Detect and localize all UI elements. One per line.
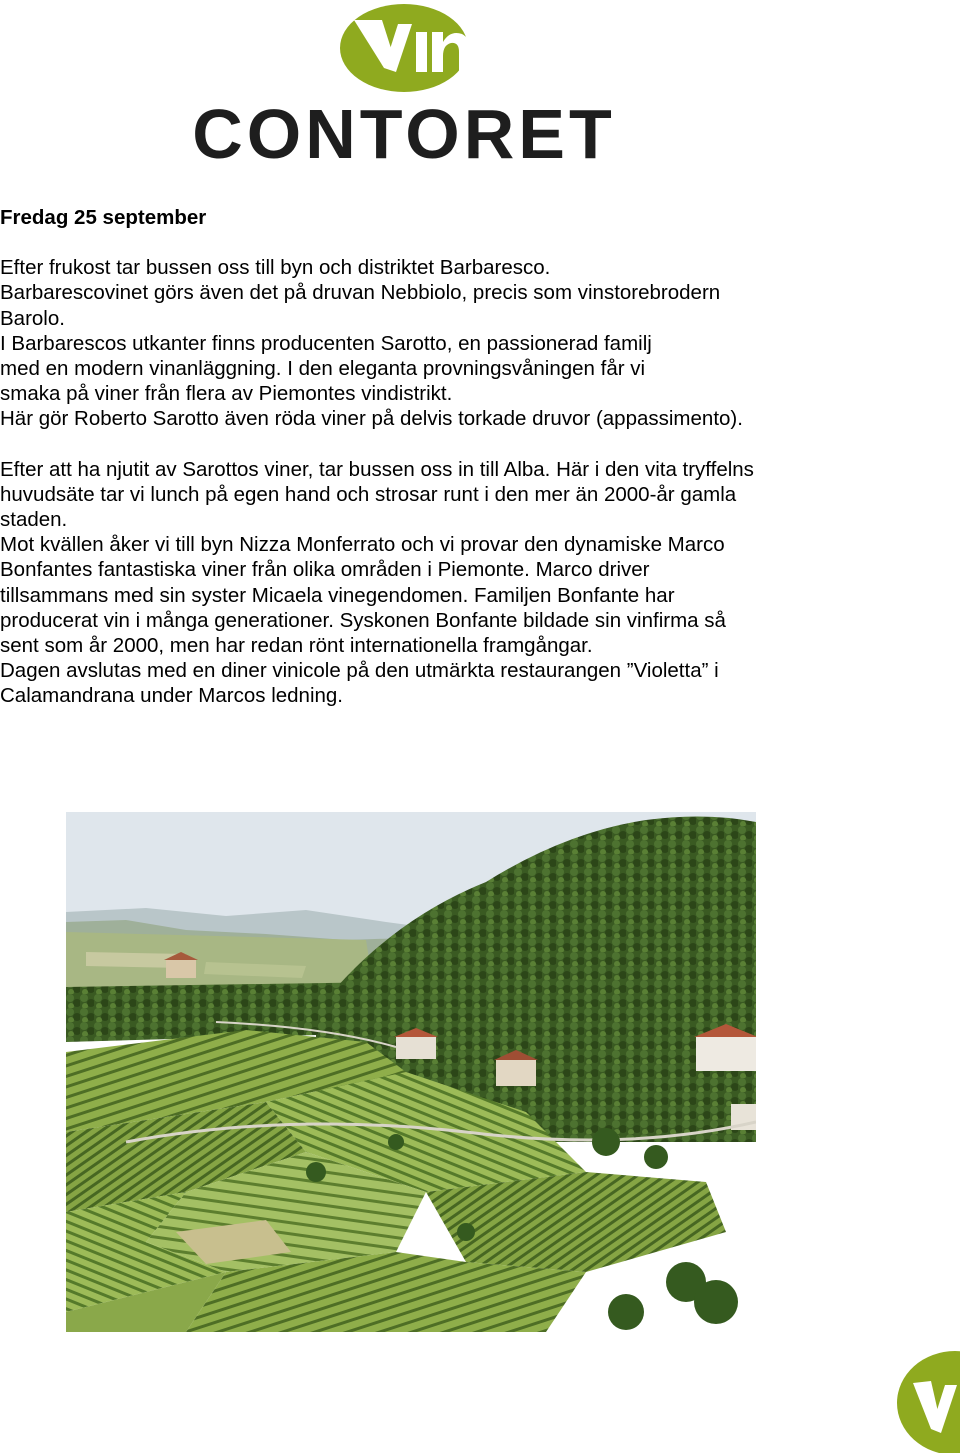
article-heading: Fredag 25 september: [0, 206, 207, 229]
article-paragraph-2: Efter att ha njutit av Sarottos viner, tar bussen oss in till Alba. Här i den vita tryffelns huvudsäte tar vi lunch på egen hand och strosar runt i den mer än 2000-år gamla staden. Mot kvällen åker vi till byn Nizza Monferrato och vi provar den dynamiske Marco Bonfantes fantastiska viner från olika områden i Piemonte. Marco driver tillsammans med sin syster Micaela vinegendomen. Familjen Bonfante har producerat vin i många generationer. Syskonen Bonfante bildade sin vinfirma så sent som år 2000, men har redan rönt internationella framgångar. Dagen avslutas med en diner vinicole på den utmärkta restaurangen ”Violetta” i Calamandrana under Marcos ledning.: [0, 457, 754, 708]
article-paragraph-1: Efter frukost tar bussen oss till byn och distriktet Barbaresco. Barbarescovinet görs även det på druvan Nebbiolo, precis som vinstorebrodern Barolo. I Barbarescos utkanter finns producenten Sarotto, en passionerad familj med en modern vinanläggning. I den eleganta provningsvåningen får vi smaka på viner från flera av Piemontes vindistrikt. Här gör Roberto Sarotto även röda viner på delvis torkade druvor (appassimento).: [0, 256, 743, 431]
vineyard-illustration: [66, 812, 756, 1332]
vincontoret-logo: [178, 2, 630, 164]
corner-logo-emblem: [895, 1345, 960, 1453]
vineyard-photo: [66, 812, 756, 1332]
article: [0, 205, 900, 709]
logo-wordmark: CONTORET: [192, 95, 616, 164]
logo-graphic: [178, 2, 630, 164]
